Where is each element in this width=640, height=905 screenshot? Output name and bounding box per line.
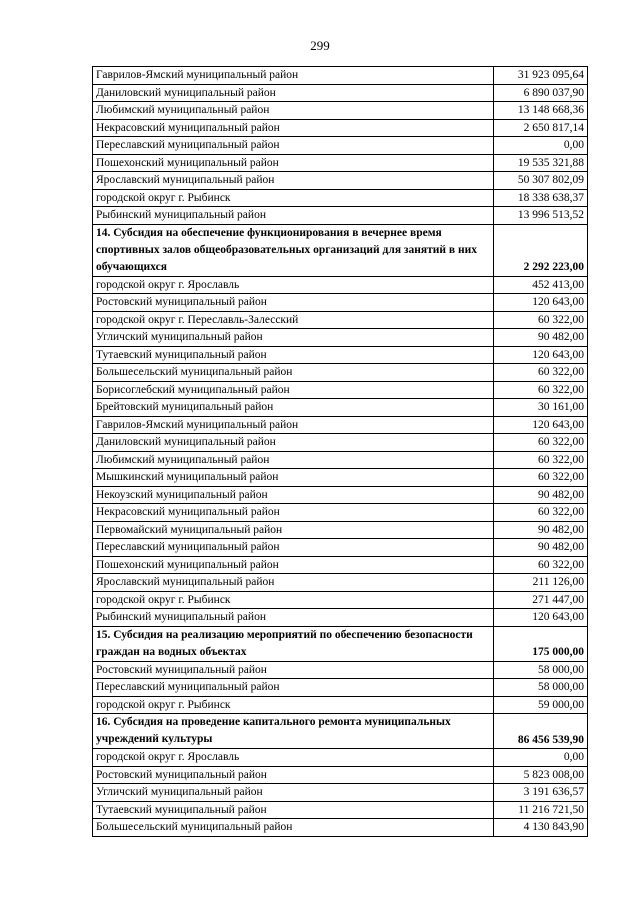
table-row <box>93 207 588 225</box>
table-row <box>93 329 588 347</box>
subsidy-amount: 211 126,00 <box>494 574 588 592</box>
subsidy-amount: 60 322,00 <box>494 556 588 574</box>
table-row <box>93 346 588 364</box>
table-row <box>93 766 588 784</box>
table-row <box>93 311 588 329</box>
subsidy-amount: 0,00 <box>494 137 588 155</box>
table-row <box>93 679 588 697</box>
subsidy-table <box>92 66 588 837</box>
table-row <box>93 539 588 557</box>
subsidy-table-body <box>93 67 588 837</box>
table-row <box>93 399 588 417</box>
recipient-name: Некрасовский муниципальный район <box>93 119 494 137</box>
recipient-name: городской округ г. Переславль-Залесский <box>93 311 494 329</box>
table-row <box>93 416 588 434</box>
subsidy-amount: 60 322,00 <box>494 381 588 399</box>
recipient-name: Большесельский муниципальный район <box>93 364 494 382</box>
page-number: 299 <box>310 38 330 53</box>
table-row <box>93 451 588 469</box>
recipient-name: городской округ г. Рыбинск <box>93 696 494 714</box>
recipient-name: городской округ г. Рыбинск <box>93 591 494 609</box>
table-row <box>93 102 588 120</box>
subsidy-amount: 90 482,00 <box>494 539 588 557</box>
recipient-name: Переславский муниципальный район <box>93 679 494 697</box>
table-row <box>93 801 588 819</box>
table-row <box>93 609 588 627</box>
recipient-name: Ростовский муниципальный район <box>93 661 494 679</box>
recipient-name: городской округ г. Ярославль <box>93 276 494 294</box>
subsidy-amount: 60 322,00 <box>494 311 588 329</box>
subsidy-amount: 120 643,00 <box>494 416 588 434</box>
recipient-name: Переславский муниципальный район <box>93 539 494 557</box>
subsidy-amount: 60 322,00 <box>494 451 588 469</box>
subsidy-amount: 5 823 008,00 <box>494 766 588 784</box>
recipient-name: Большесельский муниципальный район <box>93 819 494 837</box>
subsidy-amount: 120 643,00 <box>494 346 588 364</box>
table-row <box>93 294 588 312</box>
table-row <box>93 84 588 102</box>
subsidy-amount: 271 447,00 <box>494 591 588 609</box>
subsidy-amount: 0,00 <box>494 749 588 767</box>
table-row <box>93 434 588 452</box>
section-title: 14. Субсидия на обеспечение функционирования в вечернее время спортивных залов общеобразовательных организаций для занятий в них обучающихся <box>93 224 494 276</box>
table-row <box>93 67 588 85</box>
section-header-row <box>93 626 588 661</box>
recipient-name: Любимский муниципальный район <box>93 102 494 120</box>
subsidy-amount: 19 535 321,88 <box>494 154 588 172</box>
recipient-name: Переславский муниципальный район <box>93 137 494 155</box>
subsidy-amount: 120 643,00 <box>494 609 588 627</box>
recipient-name: Борисоглебский муниципальный район <box>93 381 494 399</box>
subsidy-amount: 13 148 668,36 <box>494 102 588 120</box>
recipient-name: Гаврилов-Ямский муниципальный район <box>93 416 494 434</box>
subsidy-amount: 6 890 037,90 <box>494 84 588 102</box>
table-row <box>93 591 588 609</box>
subsidy-amount: 30 161,00 <box>494 399 588 417</box>
section-total: 2 292 223,00 <box>494 224 588 276</box>
table-row <box>93 521 588 539</box>
recipient-name: Некрасовский муниципальный район <box>93 504 494 522</box>
subsidy-amount: 452 413,00 <box>494 276 588 294</box>
subsidy-amount: 58 000,00 <box>494 679 588 697</box>
recipient-name: Тутаевский муниципальный район <box>93 801 494 819</box>
subsidy-amount: 11 216 721,50 <box>494 801 588 819</box>
table-row <box>93 696 588 714</box>
table-row <box>93 172 588 190</box>
recipient-name: Ярославский муниципальный район <box>93 172 494 190</box>
table-row <box>93 119 588 137</box>
subsidy-amount: 4 130 843,90 <box>494 819 588 837</box>
recipient-name: Брейтовский муниципальный район <box>93 399 494 417</box>
table-row <box>93 469 588 487</box>
subsidy-amount: 60 322,00 <box>494 434 588 452</box>
section-header-row <box>93 714 588 749</box>
table-row <box>93 784 588 802</box>
subsidy-amount: 120 643,00 <box>494 294 588 312</box>
section-title: 16. Субсидия на проведение капитального ремонта муниципальных учреждений культуры <box>93 714 494 749</box>
table-row <box>93 749 588 767</box>
recipient-name: Тутаевский муниципальный район <box>93 346 494 364</box>
recipient-name: городской округ г. Рыбинск <box>93 189 494 207</box>
table-row <box>93 154 588 172</box>
recipient-name: Гаврилов-Ямский муниципальный район <box>93 67 494 85</box>
section-total: 175 000,00 <box>494 626 588 661</box>
recipient-name: Даниловский муниципальный район <box>93 84 494 102</box>
subsidy-amount: 2 650 817,14 <box>494 119 588 137</box>
recipient-name: Ростовский муниципальный район <box>93 766 494 784</box>
table-row <box>93 819 588 837</box>
table-row <box>93 556 588 574</box>
subsidy-amount: 90 482,00 <box>494 329 588 347</box>
recipient-name: Угличский муниципальный район <box>93 784 494 802</box>
table-row <box>93 276 588 294</box>
subsidy-amount: 60 322,00 <box>494 504 588 522</box>
recipient-name: городской округ г. Ярославль <box>93 749 494 767</box>
subsidy-amount: 60 322,00 <box>494 469 588 487</box>
table-row <box>93 189 588 207</box>
recipient-name: Пошехонский муниципальный район <box>93 556 494 574</box>
subsidy-amount: 50 307 802,09 <box>494 172 588 190</box>
subsidy-amount: 59 000,00 <box>494 696 588 714</box>
table-row <box>93 381 588 399</box>
subsidy-amount: 18 338 638,37 <box>494 189 588 207</box>
subsidy-amount: 13 996 513,52 <box>494 207 588 225</box>
table-row <box>93 504 588 522</box>
table-row <box>93 486 588 504</box>
table-row <box>93 137 588 155</box>
recipient-name: Некоузский муниципальный район <box>93 486 494 504</box>
section-total: 86 456 539,90 <box>494 714 588 749</box>
recipient-name: Любимский муниципальный район <box>93 451 494 469</box>
recipient-name: Ярославский муниципальный район <box>93 574 494 592</box>
recipient-name: Даниловский муниципальный район <box>93 434 494 452</box>
recipient-name: Рыбинский муниципальный район <box>93 609 494 627</box>
recipient-name: Ростовский муниципальный район <box>93 294 494 312</box>
subsidy-amount: 90 482,00 <box>494 486 588 504</box>
table-row <box>93 364 588 382</box>
subsidy-amount: 90 482,00 <box>494 521 588 539</box>
table-row <box>93 661 588 679</box>
subsidy-amount: 3 191 636,57 <box>494 784 588 802</box>
recipient-name: Первомайский муниципальный район <box>93 521 494 539</box>
subsidy-amount: 60 322,00 <box>494 364 588 382</box>
recipient-name: Пошехонский муниципальный район <box>93 154 494 172</box>
section-header-row <box>93 224 588 276</box>
table-row <box>93 574 588 592</box>
recipient-name: Рыбинский муниципальный район <box>93 207 494 225</box>
section-title: 15. Субсидия на реализацию мероприятий по обеспечению безопасности граждан на водных объектах <box>93 626 494 661</box>
subsidy-amount: 58 000,00 <box>494 661 588 679</box>
subsidy-amount: 31 923 095,64 <box>494 67 588 85</box>
recipient-name: Мышкинский муниципальный район <box>93 469 494 487</box>
recipient-name: Угличский муниципальный район <box>93 329 494 347</box>
